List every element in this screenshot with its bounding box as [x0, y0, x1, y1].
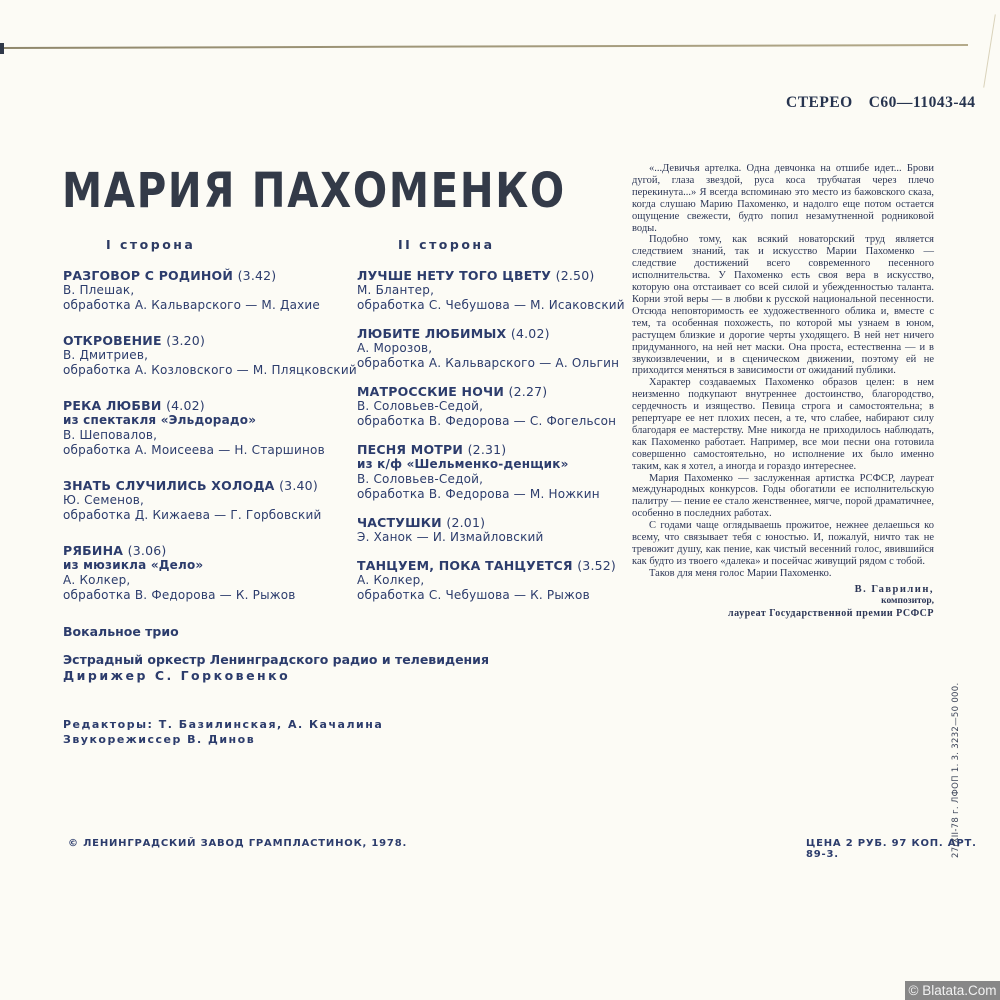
signature-honor: лауреат Государственной премии РСФСР — [728, 607, 934, 619]
corner-scratch — [983, 14, 996, 87]
track-credit: обработка А. Кальварского — А. Ольгин — [357, 356, 620, 370]
track-credit: Ю. Семенов, — [63, 493, 145, 507]
track-source: из спектакля «Эльдорадо» — [63, 413, 257, 427]
track-credit: М. Блантер, — [357, 283, 435, 297]
track-item — [357, 558, 653, 603]
format-label: СТЕРЕО — [786, 94, 853, 111]
side2-tracklist — [357, 268, 653, 616]
top-rule — [0, 44, 968, 49]
label-copyright: © ЛЕНИНГРАДСКИЙ ЗАВОД ГРАМПЛАСТИНОК, 1978. — [68, 838, 408, 849]
signature-name: В. Гаврилин, — [854, 583, 934, 595]
production-credits — [63, 717, 383, 747]
essay-paragraph: Подобно тому, как всякий новаторский труд является следствием знаний, так и искусство Марии Пахоменко — следствие достижений всего современного песенного исполнительства. У Пахоменко есть своя вера в искусство, которую она отстаивает со всей силой и убежденностью таланта. Корни этой веры — в любви к русской национальной песенности. Отсюда неповторимость ее художественного облика и, вместе с тем, та особенная похожесть, по которой мы узнаем в юном, растущем близкие и дорогие черты уходящего. В ней нет ничего придуманного, на ней нет маски. Она проста, естественна — и в звукоизвлечении, и в сценическом движении, поэтому ей не приходится меняться в зависимости от ожиданий публики. — [632, 234, 934, 377]
track-duration: (3.20) — [166, 333, 206, 348]
track-credit: А. Колкер, — [357, 573, 425, 587]
essay-paragraph: Таков для меня голос Марии Пахоменко. — [649, 567, 832, 579]
track-title: ОТКРОВЕНИЕ (3.20) — [63, 333, 206, 348]
track-duration: (3.42) — [237, 268, 277, 283]
track-duration: (2.50) — [555, 268, 595, 283]
track-title: РАЗГОВОР С РОДИНОЙ (3.42) — [63, 268, 277, 283]
track-item — [357, 515, 653, 545]
track-item — [63, 478, 359, 523]
track-title: ЧАСТУШКИ (2.01) — [357, 515, 486, 530]
track-credit: А. Колкер, — [63, 573, 131, 587]
track-credit: В. Соловьев-Седой, — [357, 472, 484, 486]
track-source: из к/ф «Шельменко-денщик» — [357, 457, 569, 471]
catalog-header — [786, 94, 975, 112]
page-title: МАРИЯ ПАХОМЕНКО — [62, 163, 566, 219]
track-title: ЛЮБИТЕ ЛЮБИМЫХ (4.02) — [357, 326, 550, 341]
track-title: ТАНЦУЕМ, ПОКА ТАНЦУЕТСЯ (3.52) — [357, 558, 617, 573]
essay-paragraph: С годами чаще оглядываешь прожитое, нежнее делаешься ко всему, что связывает тебя с юностью. И, пожалуй, ничто так не тревожит душу, как пение, как чистый весенний голос, явившийся как будто из твоего «далека» и посейчас живущий рядом с тобой. — [632, 520, 934, 567]
track-duration: (3.40) — [279, 478, 318, 493]
editors-line: Редакторы: Т. Базилинская, А. Качалина — [63, 718, 384, 731]
track-credit: обработка А. Моисеева — Н. Старшинов — [63, 443, 325, 457]
track-item — [357, 442, 653, 502]
track-duration: (2.31) — [467, 442, 507, 457]
performer-orchestra: Эстрадный оркестр Ленинградского радио и телевидения — [63, 652, 489, 667]
track-duration: (4.02) — [166, 398, 205, 413]
essay-paragraph: «...Девичья артелка. Одна девчонка на отшибе идет... Брови дугой, глаза звездой, руса коса трубчатая через плечо перекинута...» Я всегда вспоминаю это место из бажовского сказа, когда слушаю Марию Пахоменко, и надолго еще потом остается ощущение свежести, будто попил незамутненной родниковой воды. — [632, 163, 934, 234]
track-item — [63, 268, 359, 313]
catalog-number: С60—11043-44 — [868, 94, 976, 111]
track-credit: В. Соловьев-Седой, — [357, 399, 484, 413]
track-credit: обработка А. Козловского — М. Пляцковский — [63, 363, 357, 377]
liner-notes — [632, 163, 934, 619]
liner-notes-text — [632, 163, 934, 580]
signature-block — [632, 584, 934, 620]
track-duration: (2.01) — [446, 515, 486, 530]
track-title: РЕКА ЛЮБВИ (4.02) — [63, 398, 205, 413]
performer-trio: Вокальное трио — [63, 624, 179, 639]
print-imprint: 27/XII-78 г. ЛФОП 1. 3. 3232—50 000. — [951, 682, 961, 858]
track-item — [357, 268, 653, 313]
track-title: МАТРОССКИЕ НОЧИ (2.27) — [357, 384, 548, 399]
track-item — [63, 333, 359, 378]
track-item — [63, 398, 359, 458]
track-credit: обработка С. Чебушова — М. Исаковский — [357, 298, 625, 312]
price-line: ЦЕНА 2 РУБ. 97 КОП. АРТ. 89-3. — [806, 838, 977, 860]
track-credit: А. Морозов, — [357, 341, 433, 355]
track-credit: Э. Ханок — И. Измайловский — [357, 530, 544, 544]
performers-block — [63, 624, 489, 683]
side2-header: II сторона — [398, 237, 495, 252]
track-credit: обработка С. Чебушова — К. Рыжов — [357, 588, 590, 602]
performer-conductor: Дирижер С. Горковенко — [63, 668, 291, 683]
track-duration: (3.06) — [127, 543, 167, 558]
track-source: из мюзикла «Дело» — [63, 558, 204, 572]
track-title: ЗНАТЬ СЛУЧИЛИСЬ ХОЛОДА (3.40) — [63, 478, 318, 493]
track-credit: В. Плешак, — [63, 283, 135, 297]
track-credit: В. Шеповалов, — [63, 428, 158, 442]
essay-paragraph: Мария Пахоменко — заслуженная артистка РСФСР, лауреат международных конкурсов. Годы обогатили ее исполнительскую палитру — пение ее стало женственнее, мягче, порой драматичнее, особенно в последних работах. — [632, 472, 934, 520]
watermark-badge: © Blatata.Com — [905, 981, 1000, 1000]
track-title: ПЕСНЯ МОТРИ (2.31) — [357, 442, 507, 457]
track-credit: обработка В. Федорова — М. Ножкин — [357, 487, 600, 501]
track-duration: (4.02) — [510, 326, 550, 341]
side1-tracklist — [63, 268, 359, 623]
track-duration: (3.52) — [577, 558, 617, 573]
side1-header: I сторона — [106, 237, 196, 252]
track-item — [357, 384, 653, 429]
track-credit: В. Дмитриев, — [63, 348, 149, 362]
track-credit: обработка В. Федорова — К. Рыжов — [63, 588, 296, 602]
track-title: ЛУЧШЕ НЕТУ ТОГО ЦВЕТУ (2.50) — [357, 268, 595, 283]
essay-paragraph: Характер создаваемых Пахоменко образов целен: в нем неизменно подкупают внутреннее достоинство, благородство, сердечность и изящество. Певица строга и самостоятельна; в репертуаре ее нет плохих песен, а те, что слабее, набирают силу благодаря ее мастерству. Мне никогда не приходилось наблюдать, как Пахоменко работает. Например, все мои песни она готовила совершенно самостоятельно, но исполнение их было именно таким, как я хотел, а иногда и гораздо интереснее. — [632, 377, 934, 472]
track-duration: (2.27) — [508, 384, 548, 399]
track-credit: обработка Д. Кижаева — Г. Горбовский — [63, 508, 322, 522]
track-title: РЯБИНА (3.06) — [63, 543, 167, 558]
track-credit: обработка В. Федорова — С. Фогельсон — [357, 414, 617, 428]
signature-role: композитор, — [881, 595, 934, 606]
left-edge-mark — [0, 43, 4, 54]
track-item — [63, 543, 359, 603]
track-item — [357, 326, 653, 371]
sound-engineer-line: Звукорежиссер В. Динов — [63, 733, 256, 746]
track-credit: обработка А. Кальварского — М. Дахие — [63, 298, 321, 312]
